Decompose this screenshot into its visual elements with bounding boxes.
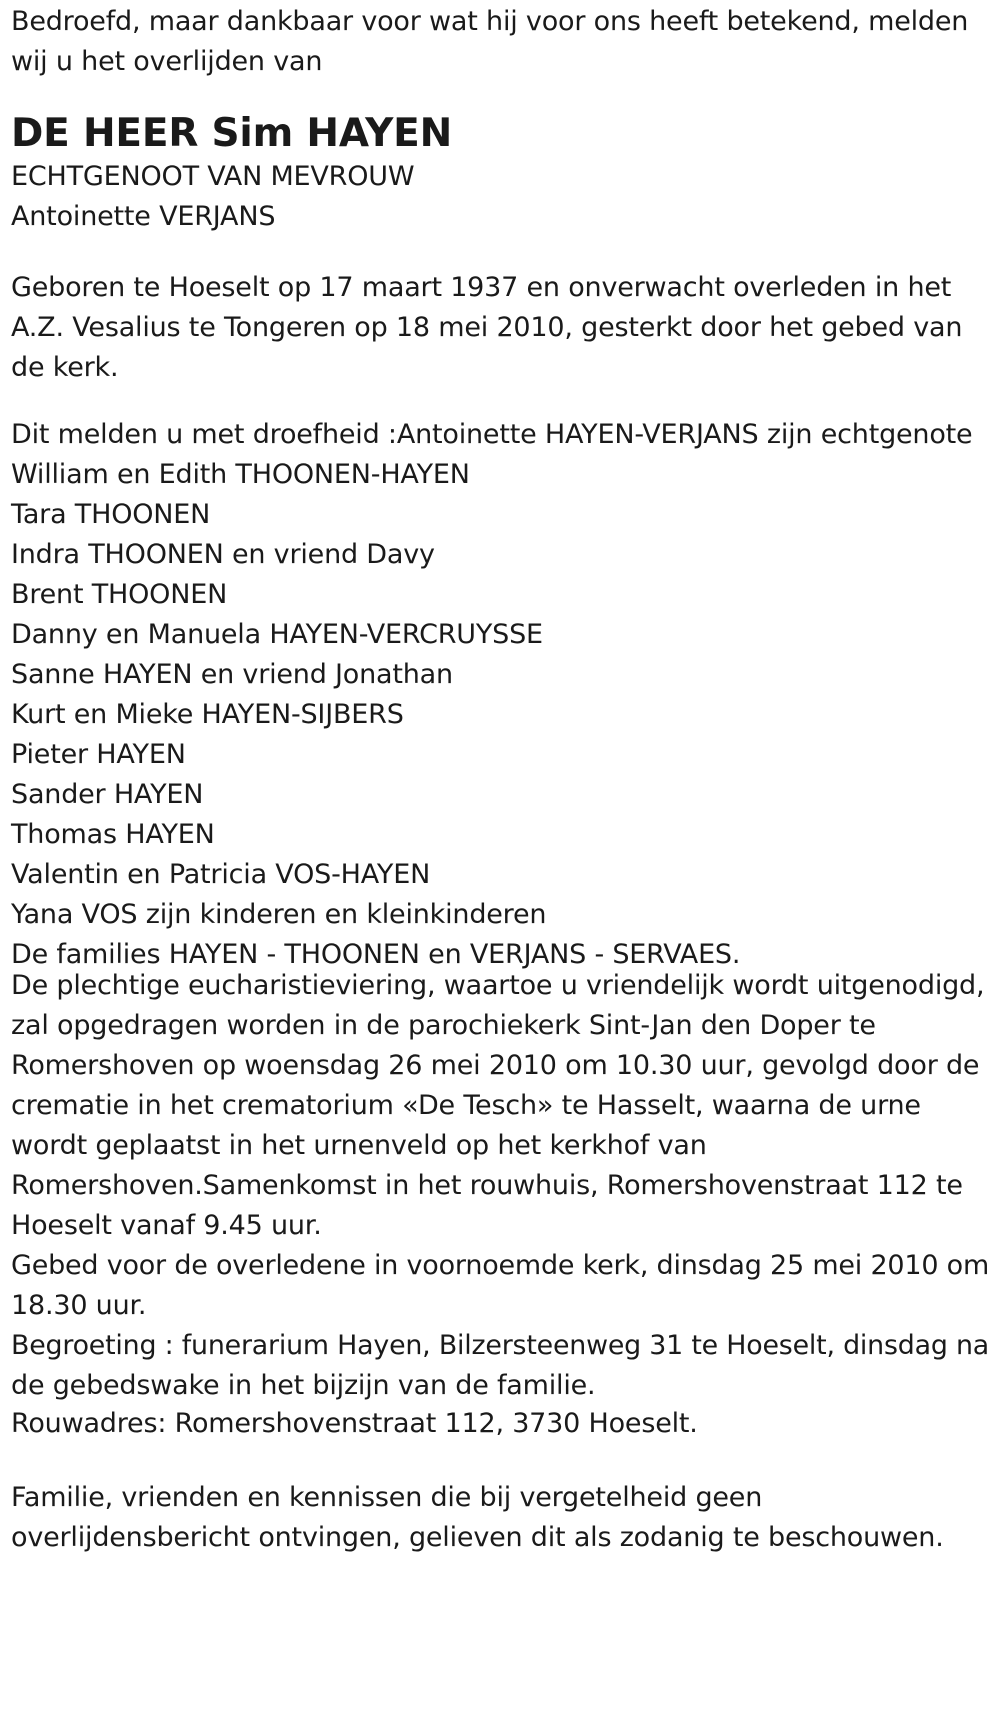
intro-line: Bedroefd, maar dankbaar voor wat hij voor ons heeft betekend, melden bbox=[11, 6, 969, 37]
closing-line: overlijdensbericht ontvingen, gelieven dit als zodanig te beschouwen. bbox=[11, 1522, 944, 1553]
mourning-address: Rouwadres: Romershovenstraat 112, 3730 Hoeselt. bbox=[11, 1408, 698, 1439]
spouse-info bbox=[11, 157, 414, 237]
family-line: Pieter HAYEN bbox=[11, 739, 186, 770]
deceased-header bbox=[11, 111, 452, 157]
birth-death-paragraph bbox=[11, 268, 962, 388]
family-line: Indra THOONEN en vriend Davy bbox=[11, 539, 435, 570]
ceremony-line: wordt geplaatst in het urnenveld op het kerkhof van bbox=[11, 1130, 707, 1161]
deceased-name: DE HEER Sim HAYEN bbox=[11, 111, 453, 156]
ceremony-line: zal opgedragen worden in de parochiekerk Sint-Jan den Doper te bbox=[11, 1010, 876, 1041]
birth-death-line: de kerk. bbox=[11, 352, 119, 383]
ceremony-line: Romershoven op woensdag 26 mei 2010 om 10.30 uur, gevolgd door de bbox=[11, 1050, 980, 1081]
ceremony-line: crematie in het crematorium «De Tesch» te Hasselt, waarna de urne bbox=[11, 1090, 921, 1121]
family-line: Brent THOONEN bbox=[11, 579, 228, 610]
closing-paragraph bbox=[11, 1478, 944, 1558]
ceremony-line: Begroeting : funerarium Hayen, Bilzersteenweg 31 te Hoeselt, dinsdag na bbox=[11, 1330, 990, 1361]
family-line: Thomas HAYEN bbox=[11, 819, 215, 850]
family-line: De families HAYEN - THOONEN en VERJANS - SERVAES. bbox=[11, 939, 741, 970]
ceremony-line: de gebedswake in het bijzijn van de familie. bbox=[11, 1370, 596, 1401]
spouse-line: ECHTGENOOT VAN MEVROUW bbox=[11, 161, 415, 192]
family-line: Danny en Manuela HAYEN-VERCRUYSSE bbox=[11, 619, 543, 650]
family-line: Sanne HAYEN en vriend Jonathan bbox=[11, 659, 453, 690]
closing-line: Familie, vrienden en kennissen die bij vergetelheid geen bbox=[11, 1482, 763, 1513]
ceremony-line: Romershoven.Samenkomst in het rouwhuis, Romershovenstraat 112 te bbox=[11, 1170, 963, 1201]
family-line: William en Edith THOONEN-HAYEN bbox=[11, 459, 470, 490]
family-line: Sander HAYEN bbox=[11, 779, 204, 810]
ceremony-line: 18.30 uur. bbox=[11, 1290, 147, 1321]
spouse-name: Antoinette VERJANS bbox=[11, 201, 276, 232]
family-list bbox=[11, 415, 972, 975]
family-line: Valentin en Patricia VOS-HAYEN bbox=[11, 859, 431, 890]
intro-paragraph bbox=[11, 2, 968, 82]
ceremony-line: De plechtige eucharistieviering, waartoe u vriendelijk wordt uitgenodigd, bbox=[11, 970, 985, 1001]
intro-line: wij u het overlijden van bbox=[11, 46, 323, 77]
ceremony-line: Hoeselt vanaf 9.45 uur. bbox=[11, 1210, 322, 1241]
birth-death-line: Geboren te Hoeselt op 17 maart 1937 en onverwacht overleden in het bbox=[11, 272, 952, 303]
birth-death-line: A.Z. Vesalius te Tongeren op 18 mei 2010, gesterkt door het gebed van bbox=[11, 312, 963, 343]
family-line: Dit melden u met droefheid :Antoinette HAYEN-VERJANS zijn echtgenote bbox=[11, 419, 973, 450]
family-line: Tara THOONEN bbox=[11, 499, 211, 530]
ceremony-line: Gebed voor de overledene in voornoemde kerk, dinsdag 25 mei 2010 om bbox=[11, 1250, 990, 1281]
family-line: Kurt en Mieke HAYEN-SIJBERS bbox=[11, 699, 404, 730]
ceremony-paragraph bbox=[11, 966, 989, 1406]
family-line: Yana VOS zijn kinderen en kleinkinderen bbox=[11, 899, 547, 930]
address-paragraph bbox=[11, 1404, 698, 1444]
